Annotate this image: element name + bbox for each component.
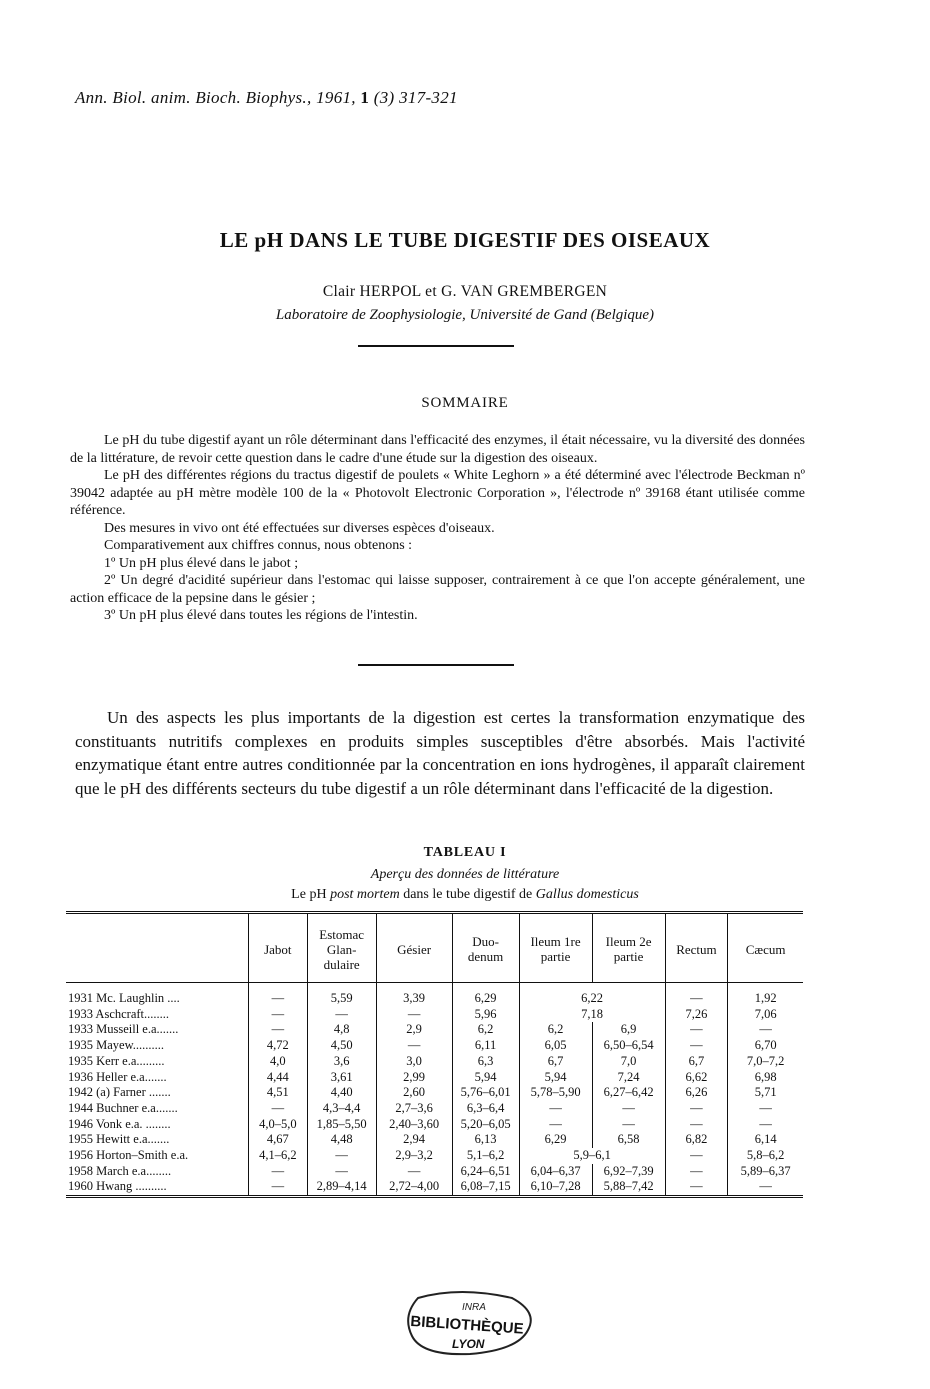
- column-header: Estomac Glan-dulaire: [307, 913, 376, 983]
- table-cell: —: [728, 1101, 803, 1117]
- table-row: [66, 1148, 803, 1164]
- introduction: [75, 706, 805, 800]
- table-cell: 4,50: [307, 1038, 376, 1054]
- summary-paragraph: 2º Un degré d'acidité supérieur dans l'estomac qui laisse supposer, contrairement à ce que l'on accepte généralement, une action efficace de la pepsine dans le gésier ;: [70, 573, 805, 606]
- table-cell: 6,04–6,37: [519, 1164, 592, 1180]
- caption-part: Le pH: [291, 887, 327, 902]
- table-cell: —: [665, 1038, 728, 1054]
- row-reference: 1960 Hwang ..........: [68, 1179, 167, 1194]
- table-cell: 2,60: [376, 1085, 452, 1101]
- column-header: Ileum 2e partie: [592, 913, 665, 983]
- table-cell: 6,13: [452, 1132, 519, 1148]
- table-cell: 6,27–6,42: [592, 1085, 665, 1101]
- table-cell: 7,18: [519, 1007, 665, 1023]
- table-cell: —: [665, 1179, 728, 1196]
- table-cell: —: [665, 1117, 728, 1133]
- table-cell: —: [249, 1179, 308, 1196]
- row-reference: 1931 Mc. Laughlin ....: [68, 991, 180, 1005]
- table-cell: 6,10–7,28: [519, 1179, 592, 1196]
- row-reference: 1933 Aschcraft........: [68, 1006, 170, 1021]
- table-cell: 5,20–6,05: [452, 1117, 519, 1133]
- summary-paragraph: 3º Un pH plus élevé dans toutes les régions de l'intestin.: [104, 608, 418, 623]
- table-cell: 4,48: [307, 1132, 376, 1148]
- table-cell: 1,92: [728, 983, 803, 1007]
- table-cell: —: [665, 983, 728, 1007]
- table-cell: 6,7: [519, 1054, 592, 1070]
- summary-paragraph: Des mesures in vivo ont été effectuées sur diverses espèces d'oiseaux.: [104, 520, 495, 536]
- table-cell: —: [728, 1179, 803, 1196]
- table-cell: 7,26: [665, 1007, 728, 1023]
- column-header: Ileum 1re partie: [519, 913, 592, 983]
- table-cell: —: [376, 1007, 452, 1023]
- table-cell: 6,2: [452, 1022, 519, 1038]
- table-cell: 6,9: [592, 1022, 665, 1038]
- table-cell: 6,58: [592, 1132, 665, 1148]
- summary-paragraph: Le pH des différentes régions du tractus digestif de poulets « White Leghorn » a été déterminé avec l'électrode Beckman nº 39042 adaptée au pH mètre modèle 100 de la « Photovolt Electronic Corporation », l'électrode nº 39168 étant utilisée comme référence.: [70, 468, 805, 518]
- table-cell: 4,51: [249, 1085, 308, 1101]
- table-cell: —: [249, 1101, 308, 1117]
- table-cell: —: [665, 1101, 728, 1117]
- stamp-line-2: BIBLIOTHÈQUE: [409, 1312, 525, 1338]
- summary-paragraph: Le pH du tube digestif ayant un rôle déterminant dans l'efficacité des enzymes, il était nécessaire, vu la diversité des données de la littérature, de revoir cette question dans le cadre d'une étude sur la digestion des oiseaux.: [70, 433, 805, 466]
- table-cell: 2,89–4,14: [307, 1179, 376, 1196]
- table-cell: 5,94: [519, 1070, 592, 1086]
- table-cell: 5,1–6,2: [452, 1148, 519, 1164]
- table-row: [66, 1038, 803, 1054]
- table-cell: 2,7–3,6: [376, 1101, 452, 1117]
- table-cell: 5,71: [728, 1085, 803, 1101]
- table-cell: 2,94: [376, 1132, 452, 1148]
- table-cell: 2,9–3,2: [376, 1148, 452, 1164]
- table-cell: 3,6: [307, 1054, 376, 1070]
- table-cell: —: [307, 1148, 376, 1164]
- table-cell: —: [592, 1101, 665, 1117]
- table-cell: 4,72: [249, 1038, 308, 1054]
- table-cell: —: [728, 1117, 803, 1133]
- table-cell: —: [249, 1164, 308, 1180]
- summary-paragraph: 1º Un pH plus élevé dans le jabot ;: [104, 555, 299, 571]
- table-cell: 6,08–7,15: [452, 1179, 519, 1196]
- row-reference: 1935 Kerr e.a.........: [68, 1053, 165, 1068]
- row-reference: 1935 Mayew..........: [68, 1038, 165, 1053]
- summary-heading: SOMMAIRE: [421, 395, 509, 411]
- table-cell: —: [519, 1101, 592, 1117]
- table-cell: 6,29: [519, 1132, 592, 1148]
- journal-volume: 1: [360, 88, 370, 107]
- row-reference: 1942 (a) Farner .......: [68, 1085, 171, 1100]
- table-cell: 3,61: [307, 1070, 376, 1086]
- table-heading: TABLEAU I: [423, 845, 507, 860]
- table-cell: 3,0: [376, 1054, 452, 1070]
- column-header: Rectum: [665, 913, 728, 983]
- table-row: [66, 1117, 803, 1133]
- column-header: Cæcum: [728, 913, 803, 983]
- table-cell: 2,72–4,00: [376, 1179, 452, 1196]
- table-cell: 5,59: [307, 983, 376, 1007]
- table-header-row: [66, 913, 803, 983]
- table-cell: —: [519, 1117, 592, 1133]
- table-cell: 5,89–6,37: [728, 1164, 803, 1180]
- table-row: [66, 1007, 803, 1023]
- table-cell: —: [307, 1007, 376, 1023]
- table-cell: 7,0: [592, 1054, 665, 1070]
- table-cell: 7,24: [592, 1070, 665, 1086]
- table-caption: [0, 887, 930, 903]
- table-cell: 6,29: [452, 983, 519, 1007]
- table-cell: 6,26: [665, 1085, 728, 1101]
- table-cell: 6,50–6,54: [592, 1038, 665, 1054]
- table-cell: 4,8: [307, 1022, 376, 1038]
- table-cell: 4,3–4,4: [307, 1101, 376, 1117]
- article-authors: Clair HERPOL et G. VAN GREMBERGEN: [322, 283, 608, 300]
- table-cell: —: [665, 1022, 728, 1038]
- table-cell: 7,0–7,2: [728, 1054, 803, 1070]
- table-cell: 5,8–6,2: [728, 1148, 803, 1164]
- table-cell: 6,3–6,4: [452, 1101, 519, 1117]
- table-cell: 6,70: [728, 1038, 803, 1054]
- table-cell: 4,44: [249, 1070, 308, 1086]
- table-cell: 2,99: [376, 1070, 452, 1086]
- journal-citation: [75, 88, 458, 108]
- table-cell: 6,14: [728, 1132, 803, 1148]
- table-cell: 6,92–7,39: [592, 1164, 665, 1180]
- table-cell: —: [665, 1148, 728, 1164]
- column-header: Gésier: [376, 913, 452, 983]
- table-cell: 4,1–6,2: [249, 1148, 308, 1164]
- table-cell: 6,05: [519, 1038, 592, 1054]
- table-cell: 6,3: [452, 1054, 519, 1070]
- summary-paragraph: Comparativement aux chiffres connus, nous obtenons :: [104, 538, 413, 553]
- journal-issue-pages: (3) 317-321: [373, 88, 458, 107]
- table-row: [66, 983, 803, 1007]
- row-reference: 1955 Hewitt e.a.......: [68, 1132, 170, 1147]
- column-header: Duo-denum: [452, 913, 519, 983]
- table-row: [66, 1085, 803, 1101]
- table-cell: —: [376, 1164, 452, 1180]
- table-cell: 4,67: [249, 1132, 308, 1148]
- table-cell: 2,9: [376, 1022, 452, 1038]
- table-cell: 6,22: [519, 983, 665, 1007]
- ph-literature-table: [66, 911, 803, 1198]
- table-row: [66, 1054, 803, 1070]
- table-row: [66, 1101, 803, 1117]
- table-cell: 7,06: [728, 1007, 803, 1023]
- intro-paragraph: Un des aspects les plus importants de la digestion est certes la transformation enzymatique des constituants nutritifs complexes en produits simples susceptibles d'être absorbés. Mais l'activité enzymatique étant entre autres conditionnée par la concentration en ions hydrogènes, il apparaît clairement que le pH des différents secteurs du tube digestif a un rôle déterminant dans l'efficacité de la digestion.: [75, 708, 805, 798]
- table-cell: 3,39: [376, 983, 452, 1007]
- table-row: [66, 1164, 803, 1180]
- table-cell: 4,0: [249, 1054, 308, 1070]
- table-cell: —: [249, 1007, 308, 1023]
- table-cell: 6,11: [452, 1038, 519, 1054]
- journal-year: 1961,: [316, 88, 356, 107]
- table-cell: 4,40: [307, 1085, 376, 1101]
- row-reference: 1933 Musseill e.a.......: [68, 1022, 179, 1037]
- table-cell: 6,82: [665, 1132, 728, 1148]
- table-cell: 1,85–5,50: [307, 1117, 376, 1133]
- table-row: [66, 1070, 803, 1086]
- row-reference: 1936 Heller e.a.......: [68, 1069, 167, 1084]
- table-cell: 5,96: [452, 1007, 519, 1023]
- table-cell: 6,24–6,51: [452, 1164, 519, 1180]
- table-row: [66, 1022, 803, 1038]
- table-cell: —: [592, 1117, 665, 1133]
- row-reference: 1956 Horton–Smith e.a.: [68, 1148, 189, 1163]
- table-cell: 5,76–6,01: [452, 1085, 519, 1101]
- column-header: Jabot: [249, 913, 308, 983]
- table-cell: 5,9–6,1: [519, 1148, 665, 1164]
- separator-rule: [358, 345, 514, 347]
- table-body: [66, 983, 803, 1197]
- library-stamp: [400, 1290, 540, 1358]
- article-title: LE pH DANS LE TUBE DIGESTIF DES OISEAUX: [219, 228, 711, 252]
- stamp-line-1: INRA: [462, 1302, 486, 1313]
- table-cell: 5,94: [452, 1070, 519, 1086]
- table-cell: 5,88–7,42: [592, 1179, 665, 1196]
- table-cell: 2,40–3,60: [376, 1117, 452, 1133]
- table-cell: —: [665, 1164, 728, 1180]
- caption-part: dans le tube digestif de: [403, 887, 533, 902]
- separator-rule: [358, 664, 514, 666]
- table-row: [66, 1132, 803, 1148]
- table-cell: 6,98: [728, 1070, 803, 1086]
- summary-block: [70, 432, 805, 625]
- stamp-line-3: LYON: [452, 1337, 485, 1351]
- caption-part: post mortem: [330, 887, 400, 902]
- table-cell: —: [249, 983, 308, 1007]
- caption-part: Gallus domesticus: [535, 887, 639, 902]
- row-reference: 1958 March e.a........: [68, 1163, 172, 1178]
- journal-name: Ann. Biol. anim. Bioch. Biophys.,: [75, 88, 312, 107]
- column-header-reference: [66, 913, 249, 983]
- row-reference: 1946 Vonk e.a. ........: [68, 1116, 171, 1131]
- article-affiliation: Laboratoire de Zoophysiologie, Université de Gand (Belgique): [275, 307, 655, 323]
- table-row: [66, 1179, 803, 1196]
- table-cell: 6,2: [519, 1022, 592, 1038]
- table-cell: 5,78–5,90: [519, 1085, 592, 1101]
- row-reference: 1944 Buchner e.a.......: [68, 1100, 178, 1115]
- table-subtitle: Aperçu des données de littérature: [370, 867, 560, 882]
- table-cell: 6,62: [665, 1070, 728, 1086]
- table-cell: —: [307, 1164, 376, 1180]
- table-cell: —: [376, 1038, 452, 1054]
- table-cell: 6,7: [665, 1054, 728, 1070]
- table-cell: 4,0–5,0: [249, 1117, 308, 1133]
- table-cell: —: [249, 1022, 308, 1038]
- table-cell: —: [728, 1022, 803, 1038]
